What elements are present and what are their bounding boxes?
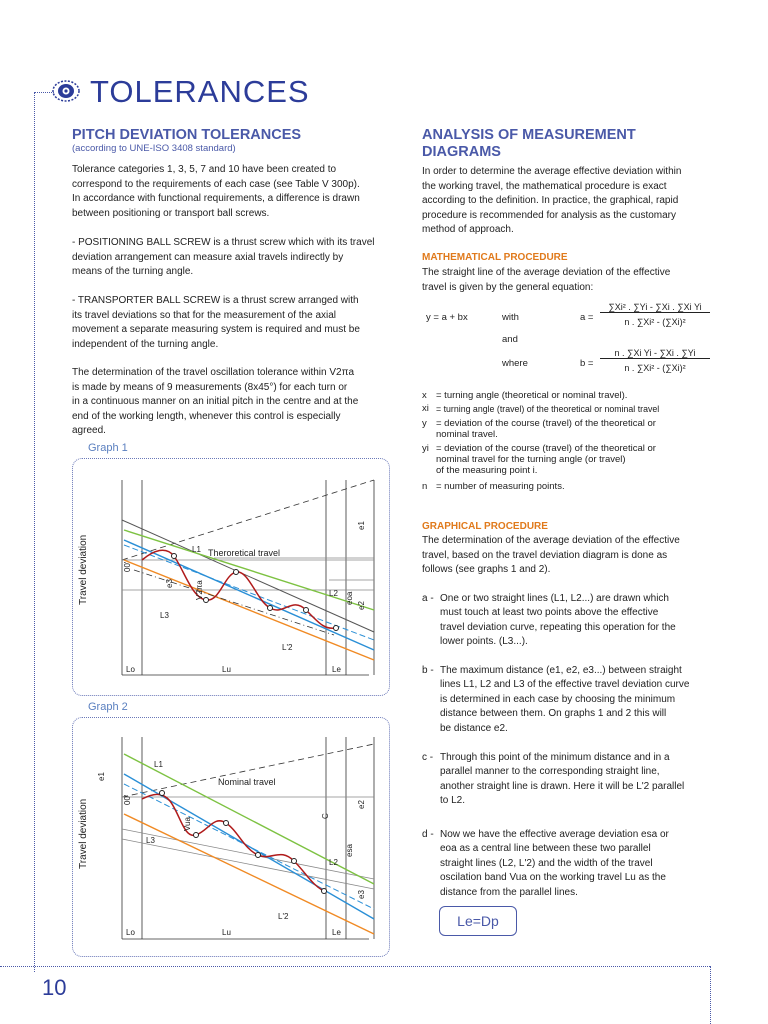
svg-text:e2: e2 [357,601,366,610]
right-intro: In order to determine the average effective deviation within the working travel, the mathematical procedure is exact according to the definition. In practice, the graphical, rapid procedure is recommended for analysis as the customary method of approach. [422,166,682,236]
svg-text:L3: L3 [160,611,169,620]
left-heading: PITCH DEVIATION TOLERANCES [72,127,302,143]
left-paragraph-3: - TRANSPORTER BALL SCREW is a thrust screw arranged with its travel deviations so that for the measurement of the axial movement a separate measuring system is required and must be independent of the turning angle. [72,295,360,350]
page-number: 10 [42,975,67,1000]
math-heading: MATHEMATICAL PROCEDURE [422,252,568,263]
svg-text:esa: esa [345,844,354,857]
svg-text:C: C [321,813,330,819]
svg-text:Lu: Lu [222,665,231,674]
definition-list: x = turning angle (theoretical or nominal travel). xi = turning angle (travel) of the theoretical or nominal travel y = deviation of the course (travel) of the theoretical or nominal travel. yi = deviation of the course (travel) of the theoretical or nominal travel for the turning angle (or travel) of the measuring point i. n = number of measuring points. [422,390,660,492]
footer-rule [0,966,710,967]
graphical-heading: GRAPHICAL PROCEDURE [422,521,548,532]
left-subheading: (according to UNE-ISO 3408 standard) [72,143,236,154]
svg-text:Lo: Lo [126,928,135,937]
page-title: TOLERANCES [90,74,310,109]
step-a: a - One or two straight lines (L1, L2...) are drawn which must touch at least two points above the effective travel deviation curve, repeating this operation for the lower points. (L3...). [422,593,676,648]
step-c: c - Through this point of the minimum distance and in a parallel manner to the corresponding straight line, another straight line is drawn. Here it will be L'2 parallel to L2. [422,752,685,807]
equation-box: Le=Dp [439,906,517,936]
svg-text:e1: e1 [97,772,106,781]
svg-text:L'2: L'2 [282,643,293,652]
svg-text:L1: L1 [192,545,201,554]
svg-text:L2: L2 [329,858,338,867]
header-rule [34,92,54,93]
graph2-line-label: Nominal travel [218,777,276,787]
graph1-line-label: Theroretical travel [208,548,281,558]
svg-text:V2πa: V2πa [195,580,204,600]
step-b: b - The maximum distance (e1, e2, e3...) between straight lines L1, L2 and L3 of the effective travel deviation curve is determined in each case by choosing the minimum distance between them. On graphs 1 and 2 this will be distance e2. [422,665,690,734]
svg-text:L1: L1 [154,760,163,769]
svg-text:L'2: L'2 [278,912,289,921]
svg-text:00': 00' [123,794,132,805]
svg-text:Lu: Lu [222,928,231,937]
svg-text:e3: e3 [357,890,366,899]
svg-text:Le: Le [332,665,341,674]
graph2-ylabel: Travel deviation [78,798,89,869]
svg-text:e1: e1 [357,521,366,530]
left-paragraph-1: Tolerance categories 1, 3, 5, 7 and 10 have been created to correspond to the requirements of each case (see Table V 300p). In accordance with functional requirements, a difference is drawn between positioning or transport ball screws. [72,164,360,219]
svg-text:Le: Le [332,928,341,937]
target-icon [52,80,80,102]
graph1-ylabel: Travel deviation [78,534,89,605]
svg-text:e3: e3 [165,579,174,588]
graph2-label: Graph 2 [88,701,128,713]
svg-text:L3: L3 [146,836,155,845]
left-paragraph-4: The determination of the travel oscillation tolerance within V2πa is made by means of 9 measurements (8x45°) for each turn or in a continuous manner on an initial pitch in the centre and at the end of the working length, whenever this control is especially agreed. [72,367,359,437]
svg-text:e2: e2 [357,800,366,809]
svg-text:00': 00' [123,561,132,572]
header-rule-vertical [34,92,35,972]
left-paragraph-2: - POSITIONING BALL SCREW is a thrust screw which with its travel deviation arrangement can measure axial travels indirectly by means of the turning angle. [72,237,375,278]
graph2-diagram [74,719,386,953]
svg-text:Lo: Lo [126,665,135,674]
svg-text:L2: L2 [329,589,338,598]
equation-block: y = a + bx with and where a = ∑Xi² . ∑Yi - ∑Xi . ∑Xi Yi n . ∑Xi² - (∑Xi)² b = n . ∑Xi Yi - ∑Xi . ∑Yi n . ∑Xi² - (∑Xi)² [422,300,712,388]
graph1-diagram [74,460,386,692]
footer-rule-vertical [710,966,711,1024]
math-text: The straight line of the average deviation of the effective travel is given by the general equation: [422,267,671,293]
svg-text:Vua: Vua [183,817,192,831]
step-d: d - Now we have the effective average deviation esa or eoa as a central line between these two parallel straight lines (L2, L'2) and the width of the travel oscilation band Vua on the working travel Lu as the distance from the parallel lines. [422,829,669,898]
graphical-text: The determination of the average deviation of the effective travel, based on the travel deviation diagram is done as follows (see graphs 1 and 2). [422,535,680,576]
svg-text:eoa: eoa [345,591,354,605]
right-heading: ANALYSIS OF MEASUREMENT DIAGRAMS [422,127,636,160]
graph1-label: Graph 1 [88,442,128,454]
